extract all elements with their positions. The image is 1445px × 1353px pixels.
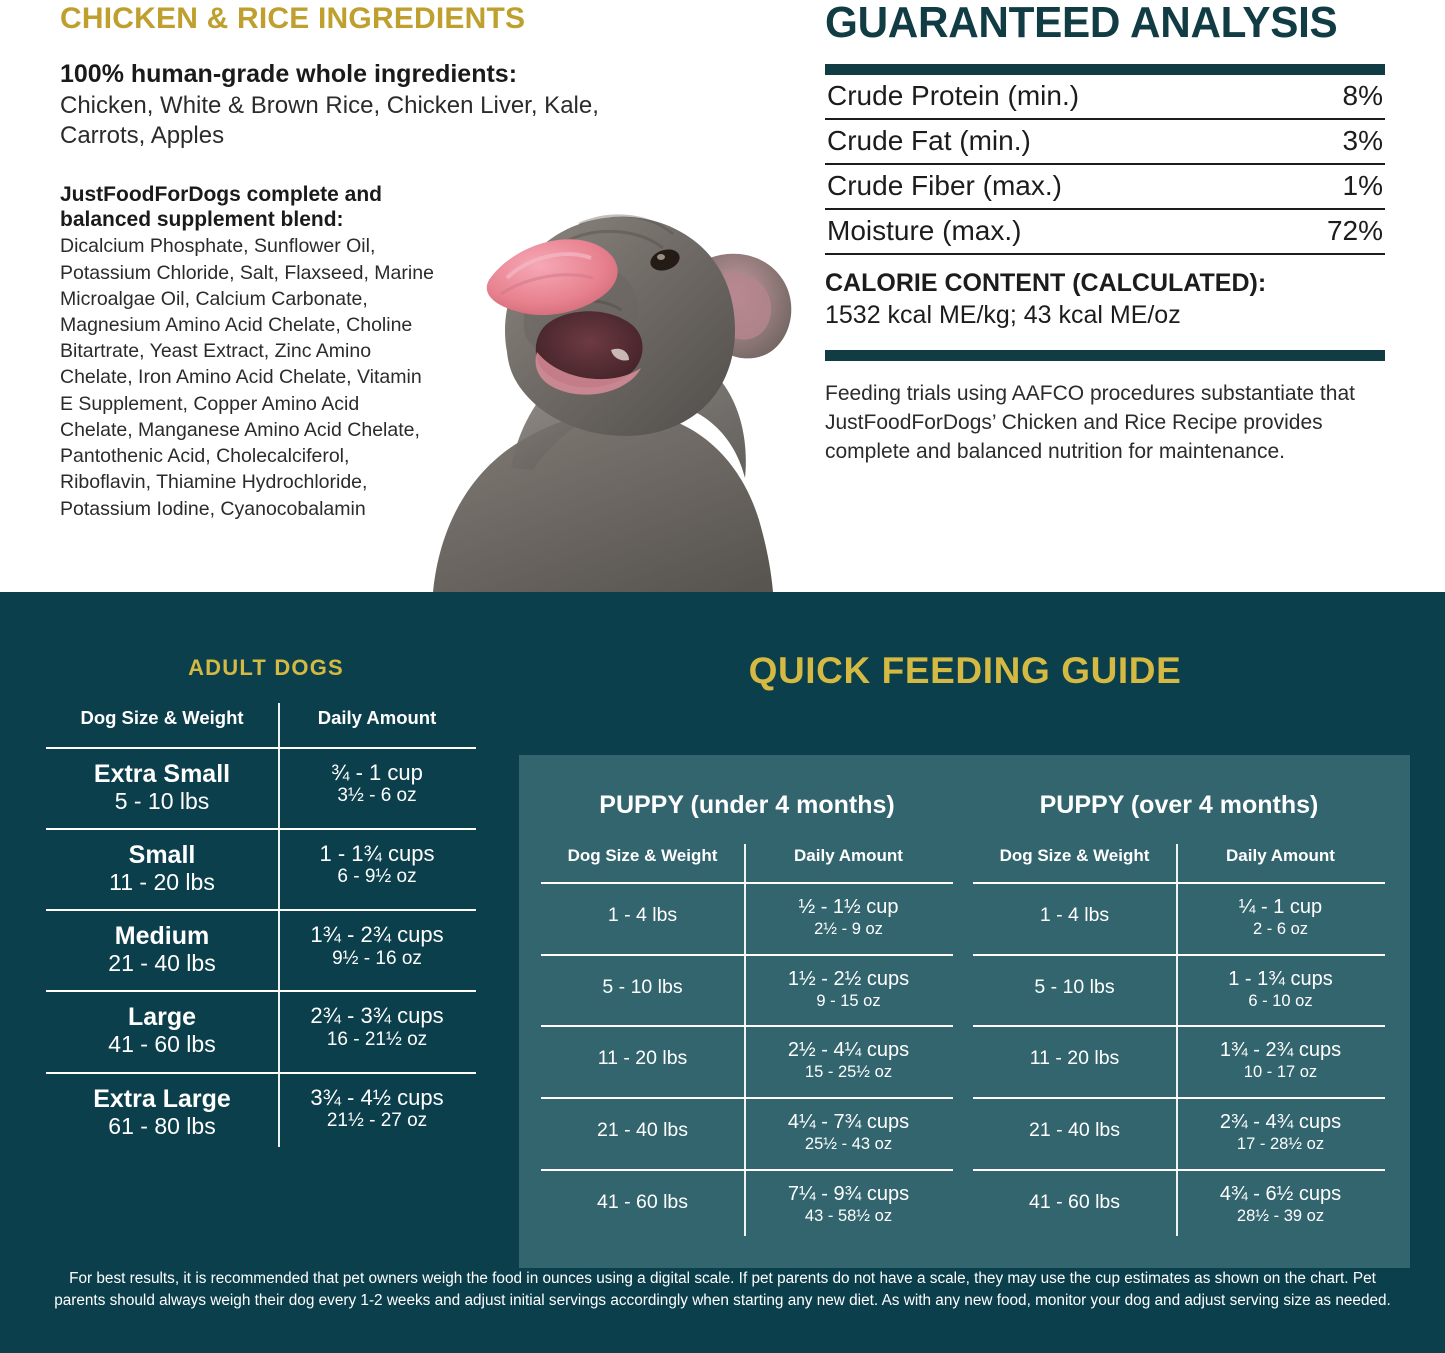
adult-size-label: Extra Small [93, 760, 231, 788]
table-row [973, 1027, 1385, 1099]
ga-row [825, 210, 1385, 255]
puppy-over-weight-label: 11 - 20 lbs [1029, 1047, 1120, 1070]
table-row [46, 1074, 476, 1153]
puppy-over-weight-cell [973, 956, 1176, 1026]
puppy-under-cups-label: 7¼ - 9¾ cups [787, 1182, 910, 1205]
french-bulldog-illustration [415, 138, 815, 592]
puppy-under-weight-label: 21 - 40 lbs [596, 1118, 689, 1141]
puppy-under-weight-label: 1 - 4 lbs [607, 904, 678, 926]
puppy-over-weight-label: 5 - 10 lbs [1034, 975, 1115, 998]
calorie-content-value: 1532 kcal ME/kg; 43 kcal ME/oz [825, 301, 1181, 330]
ga-value: 8% [1342, 80, 1383, 112]
puppy-under-amount-cell [744, 1027, 953, 1097]
puppy-under-weight-label: 41 - 60 lbs [596, 1190, 689, 1213]
adult-size-cell [46, 749, 278, 828]
adult-oz-label: 9½ - 16 oz [332, 947, 422, 969]
puppy-over-oz-label: 6 - 10 oz [1248, 991, 1313, 1010]
table-row [973, 1171, 1385, 1241]
adult-cups-label: 2¾ - 3¾ cups [310, 1003, 444, 1029]
puppy-over-oz-label: 17 - 28½ oz [1236, 1134, 1325, 1153]
table-row [541, 956, 953, 1028]
top-white-panel [0, 0, 1445, 592]
puppy-over-table [973, 844, 1385, 1240]
supplement-blend-lead: JustFoodForDogs complete and balanced supplement blend: [60, 182, 383, 232]
ga-value: 1% [1342, 170, 1383, 202]
adult-cups-label: ¾ - 1 cup [331, 760, 423, 785]
puppy-under-oz-label: 15 - 25½ oz [804, 1063, 893, 1082]
puppy-over-weight-label: 41 - 60 lbs [1028, 1190, 1121, 1213]
adult-size-label: Small [128, 841, 196, 870]
puppy-over-cups-label: 2¾ - 4¾ cups [1219, 1110, 1342, 1133]
puppy-under-title: PUPPY (under 4 months) [599, 791, 895, 819]
table-header-row [973, 844, 1385, 884]
supplement-blend-list: Dicalcium Phosphate, Sunflower Oil, Potassium Chloride, Salt, Flaxseed, Marine Microalgae Oil, Calcium Carbonate, Magnesium Amino Acid Chelate, Choline Bitartrate, Yeast Extract, Zinc Amino Chelate, Iron Amino Acid Chelate, Vitamin E Supplement, Copper Amino Acid Chelate, Manganese Amino Acid Chelate, Pantothenic Acid, Cholecalciferol, Riboflavin, Thiamine Hydrochloride, Potassium Iodine, Cyanocobalamin [60, 235, 434, 520]
puppy-over-weight-cell [973, 884, 1176, 954]
adult-amount-cell [278, 749, 476, 828]
puppy-under-weight-cell [541, 1099, 744, 1169]
whole-ingredients-lead: 100% human-grade whole ingredients: [60, 59, 518, 88]
adult-cups-label: 1 - 1¾ cups [319, 841, 435, 867]
table-row [541, 1099, 953, 1171]
puppy-under-table [541, 844, 953, 1240]
puppy-over-weight-cell [973, 1027, 1176, 1097]
adult-header-amount: Daily Amount [317, 707, 437, 728]
adult-size-cell [46, 830, 278, 909]
adult-dogs-section [46, 655, 486, 1153]
adult-size-cell [46, 911, 278, 990]
footer-disclaimer: For best results, it is recommended that pet owners weigh the food in ounces using a digital scale. If pet parents do not have a scale, they may use the cup estimates as shown on the chart. Pet parents should always weigh their dog every 1-2 weeks and adjust initial servings accordingly when starting any new diet. As with any new food, monitor your dog and adjust serving size as needed. [54, 1270, 1391, 1310]
table-row [541, 1171, 953, 1241]
ga-row [825, 75, 1385, 120]
adult-dogs-title: ADULT DOGS [188, 655, 344, 680]
puppy-over-weight-cell [973, 1099, 1176, 1169]
table-row [973, 956, 1385, 1028]
adult-dogs-table [46, 703, 476, 1153]
adult-oz-label: 3½ - 6 oz [337, 785, 417, 807]
puppy-under-weight-label: 5 - 10 lbs [602, 975, 683, 998]
table-row [541, 884, 953, 956]
puppy-over-amount-cell [1176, 1027, 1385, 1097]
puppy-over-4-months-section [973, 777, 1385, 1240]
ingredients-heading: CHICKEN & RICE INGREDIENTS [60, 2, 526, 35]
puppy-under-cups-label: 1½ - 2½ cups [787, 967, 910, 990]
adult-amount-cell [278, 911, 476, 990]
table-row [46, 830, 476, 911]
ga-label: Crude Protein (min.) [827, 80, 1080, 112]
puppy-over-oz-label: 10 - 17 oz [1243, 1063, 1318, 1082]
adult-size-label: Large [127, 1003, 197, 1032]
calorie-content-title: CALORIE CONTENT (CALCULATED): [825, 269, 1267, 298]
puppy-over-weight-label: 21 - 40 lbs [1028, 1118, 1121, 1141]
adult-amount-cell [278, 830, 476, 909]
table-row [46, 992, 476, 1073]
adult-size-label: Extra Large [93, 1084, 231, 1113]
table-row [541, 1027, 953, 1099]
aafco-statement: Feeding trials using AAFCO procedures substantiate that JustFoodForDogs’ Chicken and Rice Recipe provides complete and balanced nutrition for maintenance. [825, 382, 1355, 464]
puppy-under-cups-label: 4¼ - 7¾ cups [787, 1110, 910, 1133]
adult-table-vertical-divider [278, 703, 280, 1147]
adult-weight-label: 5 - 10 lbs [114, 788, 210, 814]
puppy-over-cups-label: 1¾ - 2¾ cups [1219, 1039, 1342, 1062]
adult-weight-label: 11 - 20 lbs [109, 869, 215, 896]
puppy-over-cups-label: 4¾ - 6½ cups [1219, 1182, 1342, 1205]
puppy-over-amount-cell [1176, 956, 1385, 1026]
puppy-under-header-size: Dog Size & Weight [567, 846, 718, 865]
adult-amount-cell [278, 1074, 476, 1153]
table-row [973, 884, 1385, 956]
puppy-under-oz-label: 43 - 58½ oz [804, 1206, 893, 1225]
puppy-under-amount-cell [744, 956, 953, 1026]
adult-oz-label: 21½ - 27 oz [326, 1109, 428, 1131]
guaranteed-analysis-title: GUARANTEED ANALYSIS [825, 0, 1338, 47]
guaranteed-analysis-panel [825, 0, 1385, 467]
ga-bottom-bar [825, 350, 1385, 361]
adult-weight-label: 61 - 80 lbs [108, 1112, 216, 1139]
puppy-under-amount-cell [744, 884, 953, 954]
puppy-under-vertical-divider [744, 844, 746, 1236]
puppy-under-amount-cell [744, 1099, 953, 1169]
puppy-under-cups-label: 2½ - 4¼ cups [787, 1039, 910, 1062]
quick-feeding-guide-title: QUICK FEEDING GUIDE [748, 650, 1182, 691]
ga-value: 72% [1326, 215, 1383, 247]
adult-amount-cell [278, 992, 476, 1071]
puppy-over-weight-cell [973, 1171, 1176, 1241]
table-header-row [541, 844, 953, 884]
puppy-over-vertical-divider [1176, 844, 1178, 1236]
table-row [973, 1099, 1385, 1171]
ga-label: Crude Fiber (max.) [827, 170, 1062, 202]
adult-cups-label: 3¾ - 4½ cups [310, 1084, 444, 1110]
puppy-over-weight-label: 1 - 4 lbs [1039, 904, 1110, 926]
puppy-over-oz-label: 2 - 6 oz [1252, 920, 1309, 938]
ga-row [825, 165, 1385, 210]
puppy-over-amount-cell [1176, 1171, 1385, 1241]
puppy-over-header-amount: Daily Amount [1226, 846, 1335, 865]
adult-header-size: Dog Size & Weight [80, 707, 244, 728]
puppy-under-oz-label: 2½ - 9 oz [814, 920, 883, 938]
adult-size-cell [46, 1074, 278, 1153]
puppy-over-cups-label: 1 - 1¾ cups [1228, 967, 1333, 990]
puppy-under-4-months-section [541, 777, 953, 1240]
puppy-under-weight-cell [541, 1171, 744, 1241]
adult-cups-label: 1¾ - 2¾ cups [310, 922, 444, 948]
puppy-under-oz-label: 25½ - 43 oz [804, 1134, 893, 1153]
puppy-tables-panel [519, 755, 1410, 1268]
ga-value: 3% [1342, 125, 1383, 157]
adult-size-cell [46, 992, 278, 1071]
adult-weight-label: 41 - 60 lbs [108, 1031, 216, 1058]
dog-photo [415, 138, 815, 592]
puppy-under-weight-label: 11 - 20 lbs [597, 1047, 688, 1070]
puppy-under-amount-cell [744, 1171, 953, 1241]
table-row [46, 749, 476, 830]
adult-weight-label: 21 - 40 lbs [108, 950, 216, 977]
adult-oz-label: 6 - 9½ oz [337, 866, 417, 888]
ga-label: Crude Fat (min.) [827, 125, 1031, 157]
puppy-over-title: PUPPY (over 4 months) [1039, 791, 1319, 819]
whole-ingredients-list: Chicken, White & Brown Rice, Chicken Liver, Kale, Carrots, Apples [60, 92, 599, 150]
ga-label: Moisture (max.) [827, 215, 1022, 247]
puppy-over-cups-label: ¼ - 1 cup [1238, 896, 1323, 918]
puppy-under-oz-label: 9 - 15 oz [816, 991, 881, 1010]
puppy-under-header-amount: Daily Amount [794, 846, 903, 865]
adult-size-label: Medium [114, 922, 210, 951]
puppy-under-weight-cell [541, 884, 744, 954]
puppy-under-cups-label: ½ - 1½ cup [798, 896, 899, 918]
ga-row [825, 120, 1385, 165]
adult-oz-label: 16 - 21½ oz [326, 1028, 428, 1050]
feeding-guide-panel [0, 592, 1445, 1353]
table-row [46, 911, 476, 992]
ga-top-bar [825, 64, 1385, 75]
puppy-under-weight-cell [541, 1027, 744, 1097]
puppy-under-weight-cell [541, 956, 744, 1026]
puppy-over-amount-cell [1176, 1099, 1385, 1169]
puppy-over-amount-cell [1176, 884, 1385, 954]
puppy-over-oz-label: 28½ - 39 oz [1236, 1206, 1325, 1225]
puppy-over-header-size: Dog Size & Weight [999, 846, 1150, 865]
table-header-row [46, 703, 476, 749]
